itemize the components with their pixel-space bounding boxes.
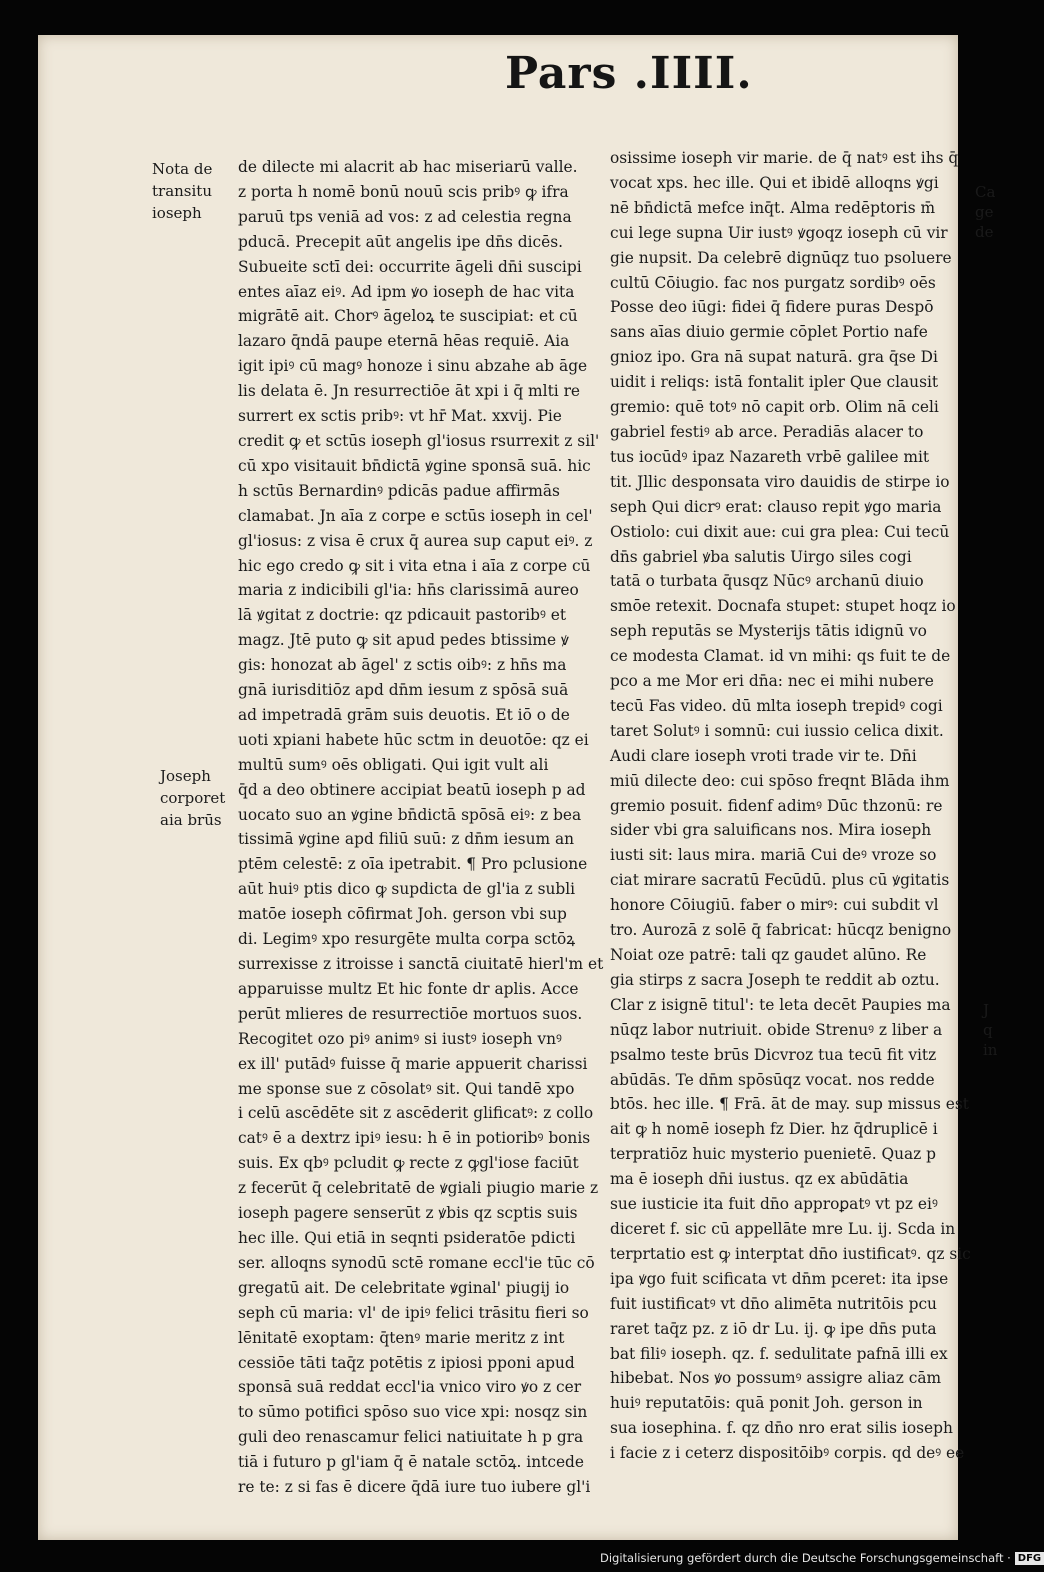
- text-line: Posse deo iūgi: fidei q̄ fidere puras Despō: [610, 298, 934, 317]
- text-line: ser. alloqns synodū sctē romane eccl'ie tūc cō: [238, 1253, 595, 1272]
- text-line: z fecerūt q̄ celebritatē de ꝟgiali piugio marie z: [238, 1179, 599, 1198]
- margin-note-transitu: [152, 158, 212, 224]
- text-line: i celū ascēdēte sit z ascēderit glificatꝰ: z collo: [238, 1104, 594, 1123]
- text-line: ce modesta Clamat. id vn mihi: qs fuit te de: [610, 647, 951, 666]
- text-line: iusti sit: laus mira. mariā Cui deꝰ vroze so: [610, 846, 937, 865]
- text-line: gis: honozat ab āgel' z sctis oibꝰ: z hn̄s ma: [238, 656, 567, 675]
- text-line: diceret f. sic cū appellāte mre Lu. ij. Scda in: [610, 1219, 956, 1238]
- margin-note-line: ioseph: [152, 204, 202, 222]
- text-line: ciat mirare sacratū Fecūdū. plus cū ꝟgitatis: [610, 871, 950, 890]
- text-line: surrexisse z itroisse i sanctā ciuitatē hierl'm et: [238, 955, 604, 973]
- edge-fragment: [975, 182, 995, 242]
- margin-note-line: Joseph: [160, 767, 211, 785]
- edge-fragment-line: J: [983, 1001, 990, 1019]
- text-line: ptēm celestē: z oīa ipetrabit. ¶ Pro pclusione: [238, 855, 588, 874]
- text-line: psalmo teste brūs Dicvroz tua tecū fit vitz: [610, 1045, 937, 1064]
- text-line: pducā. Precepit aūt angelis ipe dn̄s dicēs.: [238, 232, 564, 251]
- text-line: Noiat oze patrē: tali qz gaudet alūno. Re: [610, 946, 927, 964]
- text-line: terprtatio est ꝙ interptat dn̄o iustificatꝰ. qz sic: [610, 1244, 971, 1263]
- text-line: di. Legimꝰ xpo resurgēte multa corpa sctōꝝ: [238, 930, 576, 949]
- text-line: gia stirps z sacra Joseph te reddit ab oztu.: [610, 970, 940, 989]
- text-line: tro. Aurozā z solē q̄ fabricat: hūcqz benigno: [610, 921, 952, 940]
- text-line: Clar z isignē titul': te leta decēt Paupies ma: [610, 995, 951, 1014]
- text-line: hic ego credo ꝙ sit i vita etna i aīa z corpe cū: [238, 556, 591, 575]
- text-line: huiꝰ reputatōis: quā ponit Joh. gerson in: [610, 1394, 923, 1413]
- text-line: ex ill' putādꝰ fuisse q̄ marie appuerit charissi: [238, 1054, 588, 1073]
- text-line: btōs. hec ille. ¶ Frā. āt de may. sup missus est: [610, 1095, 969, 1114]
- text-line: sue iusticie ita fuit dn̄o approꝑatꝰ vt pz eiꝰ: [610, 1195, 938, 1214]
- text-line: fuit iustificatꝰ vt dn̄o alimēta nutritōis pcu: [610, 1294, 937, 1313]
- text-line: honore Cōiugiū. faber o mirꝰ: cui subdit vl: [610, 896, 939, 915]
- text-line: abūdās. Te dn̄m spōsūqz vocat. nos redde: [610, 1070, 935, 1089]
- text-line: q̄d a deo obtinere accipiat beatū ioseph p ad: [238, 780, 586, 799]
- text-line: hec ille. Qui etiā in seqnti psideratōe pdicti: [238, 1228, 576, 1247]
- text-line: ipa ꝟgo fuit scificata vt dn̄m pceret: ita ipse: [610, 1269, 949, 1288]
- text-line: cessiōe tāti taq̄z potētis z ipiosi pponi apud: [238, 1353, 575, 1372]
- margin-note-line: corporet: [160, 789, 226, 807]
- text-line: aūt huiꝰ ptis dico ꝙ supdicta de gl'ia z subli: [238, 880, 576, 899]
- text-line: tit. Jllic desponsata viro dauidis de stirpe io: [610, 472, 950, 491]
- text-line: nē bn̄dictā mefce inq̄t. Alma redēptoris m̄: [610, 198, 936, 217]
- text-line: sans aīas diuio germie cōplet Portio nafe: [610, 323, 928, 342]
- text-line: lā ꝟgitat z doctrie: qz pdicauit pastoribꝰ et: [238, 606, 567, 625]
- text-line: hibebat. Nos ꝟo possumꝰ assigre aliaz cām: [610, 1369, 942, 1388]
- text-line: taret Solutꝰ i somnū: cui iussio celica dixit.: [610, 721, 944, 740]
- text-line: gremio posuit. fidenf adimꝰ Dūc thzonū: re: [610, 796, 943, 815]
- edge-fragment: [983, 1000, 997, 1060]
- text-line: suis. Ex qbꝰ pcludit ꝙ recte z ꝙgl'iose faciūt: [238, 1154, 579, 1173]
- text-line: sponsā suā reddat eccl'ia vnico viro ꝟo z cer: [238, 1378, 582, 1397]
- text-line: gnioz ipo. Gra nā supat naturā. gra q̄se Di: [610, 348, 938, 367]
- dfg-logo: DFG: [1015, 1552, 1044, 1565]
- text-line: lēnitatē exoptam: q̄tenꝰ marie meritz z int: [238, 1328, 565, 1347]
- text-line: magz. Jtē puto ꝙ sit apud pedes btissime ꝟ: [238, 631, 569, 650]
- text-line: miū dilecte deo: cui spōso freqnt Blāda ihm: [610, 771, 950, 790]
- text-line: gl'iosus: z visa ē crux q̄ aurea sup caput eiꝰ. z: [238, 531, 593, 550]
- text-line: entes aīaz eiꝰ. Ad ipm ꝟo ioseph de hac vita: [238, 282, 575, 301]
- text-line: Subueite sctī dei: occurrite āgeli dn̄i suscipi: [238, 257, 582, 276]
- text-line: smōe retexit. Docnafa stupet: stupet hoqz io: [610, 597, 956, 616]
- text-line: gnā iurisditiōz apd dn̄m iesum z spōsā suā: [238, 681, 569, 700]
- text-line: tissimā ꝟgine apd filiū suū: z dn̄m iesum an: [238, 830, 575, 849]
- text-line: terpratiōz huic mysterio puenietē. Quaz p: [610, 1145, 937, 1164]
- text-line: gregatū ait. De celebritate ꝟginal' piugij io: [238, 1278, 570, 1297]
- text-line: vocat xps. hec ille. Qui et ibidē alloqns ꝟgi: [610, 173, 939, 192]
- text-line: migrātē ait. Chorꝰ āgeloꝝ te suscipiat: et cū: [238, 307, 578, 326]
- text-line: cui lege supna Uir iustꝰ ꝟgoqz ioseph cū vir: [610, 223, 948, 242]
- text-line: dn̄s gabriel ꝟba salutis Uirgo siles cogi: [610, 547, 912, 566]
- text-line: me sponse sue z cōsolatꝰ sit. Qui tandē xpo: [238, 1079, 575, 1098]
- text-line: Recogitet ozo piꝰ animꝰ si iustꝰ ioseph vnꝰ: [238, 1029, 562, 1048]
- text-line: gie nupsit. Da celebrē dignūqz tuo psoluere: [610, 248, 952, 267]
- text-line: gremio: quē totꝰ nō capit orb. Olim nā celi: [610, 398, 939, 417]
- text-line: gabriel festiꝰ ab arce. Peradiās alacer to: [610, 422, 924, 441]
- text-line: z porta h nomē bonū nouū scis pribꝰ ꝙ ifra: [238, 182, 569, 201]
- edge-fragment-line: ge: [975, 203, 994, 221]
- margin-note-corpore: [160, 765, 225, 831]
- text-line: maria z indicibili gl'ia: hn̄s clarissimā aureo: [238, 581, 579, 600]
- text-column-left: [238, 155, 604, 1497]
- text-line: de dilecte mi alacrit ab hac miseriarū valle.: [238, 158, 578, 176]
- text-line: uidit i reliqs: istā fontalit ipler Que clausit: [610, 373, 939, 392]
- text-line: lazaro q̄ndā paupe eternā hēas requiē. Aia: [238, 332, 570, 351]
- text-line: perūt mlieres de resurrectiōe mortuos suos.: [238, 1004, 583, 1023]
- text-line: apparuisse multz Et hic fonte dr aplis. Acce: [238, 979, 579, 998]
- text-line: pco a me Mor eri dn̄a: nec ei mihi nubere: [610, 672, 934, 691]
- margin-note-line: aia brūs: [160, 811, 222, 829]
- text-line: tatā o turbata q̄usqz Nūcꝰ archanū diuio: [610, 572, 924, 591]
- text-line: ait ꝙ h nomē ioseph fz Dier. hz q̄druplicē i: [610, 1120, 938, 1139]
- text-line: catꝰ ē a dextrz ipiꝰ iesu: h ē in potioribꝰ bonis: [238, 1129, 591, 1148]
- text-line: to sūmo potifici spōso suo vice xpi: nosqz sin: [238, 1403, 588, 1422]
- text-line: i facie z i ceterz dispositōibꝰ corpis. qd deꝰ ee: [610, 1444, 965, 1463]
- page-header: Pars .IIII.: [505, 48, 753, 99]
- text-line: tiā i futuro p gl'iam q̄ ē natale sctōꝝ. intcede: [238, 1453, 585, 1472]
- text-line: ad impetradā grām suis deuotis. Et iō o de: [238, 705, 570, 724]
- text-line: credit ꝙ et sctūs ioseph gl'iosus rsurrexit z sil': [238, 431, 600, 450]
- text-line: tus iocūdꝰ ipaz Nazareth vrbē galilee mit: [610, 447, 930, 466]
- text-line: osissime ioseph vir marie. de q̄ natꝰ est ihs q̄: [610, 149, 959, 167]
- text-line: tecū Fas video. dū mlta ioseph trepidꝰ cogi: [610, 696, 943, 715]
- text-line: raret taq̄z pz. z iō dr Lu. ij. ꝙ ipe dn̄s puta: [610, 1319, 937, 1338]
- edge-fragment-line: Ca: [975, 183, 996, 201]
- text-line: cultū Cōiugio. fac nos purgatz sordibꝰ oēs: [610, 273, 936, 292]
- text-line: ma ē ioseph dn̄i iustus. qz ex abūdātia: [610, 1170, 909, 1189]
- text-line: Ostiolo: cui dixit aue: cui gra plea: Cui tecū: [610, 522, 950, 541]
- text-line: nūqz labor nutriuit. obide Strenuꝰ z liber a: [610, 1020, 943, 1039]
- text-line: matōe ioseph cōfirmat Joh. gerson vbi sup: [238, 905, 567, 924]
- text-line: seph cū maria: vl' de ipiꝰ felici trāsitu fieri so: [238, 1303, 589, 1322]
- text-line: bat filiꝰ ioseph. qz. f. sedulitate pafnā illi ex: [610, 1344, 948, 1363]
- margin-note-line: transitu: [152, 182, 212, 200]
- text-line: uoti xpiani habete hūc sctm in deuotōe: qz ei: [238, 730, 589, 749]
- footer-text: Digitalisierung gefördert durch die Deutsche Forschungsgemeinschaft ·: [600, 1551, 1011, 1565]
- margin-note-line: Nota de: [152, 160, 213, 178]
- text-line: sider vbi gra saluificans nos. Mira ioseph: [610, 821, 932, 840]
- edge-fragment-line: in: [983, 1041, 998, 1059]
- text-line: re te: z si fas ē dicere q̄dā iure tuo iubere gl'i: [238, 1478, 591, 1497]
- text-line: sua iosephina. f. qz dn̄o nro erat silis ioseph: [610, 1419, 953, 1438]
- text-line: uocato suo an ꝟgine bn̄dictā spōsā eiꝰ: z bea: [238, 805, 582, 824]
- text-line: surrert ex sctis pribꝰ: vt hr̄ Mat. xxvij. Pie: [238, 407, 562, 426]
- text-line: clamabat. Jn aīa z corpe e sctūs ioseph in cel': [238, 506, 593, 525]
- text-line: lis delata ē. Jn resurrectiōe āt xpi i q̄ mlti re: [238, 382, 581, 401]
- text-line: guli deo renascamur felici natiuitate h p gra: [238, 1428, 584, 1447]
- text-line: igit ipiꝰ cū magꝰ honoze i sinu abzahe ab āge: [238, 357, 588, 376]
- text-line: multū sumꝰ oēs obligati. Qui igit vult ali: [238, 755, 549, 774]
- edge-fragment-line: de: [975, 223, 994, 241]
- digitization-footer: [600, 1551, 1044, 1565]
- text-line: cū xpo visitauit bn̄dictā ꝟgine sponsā suā. hic: [238, 456, 591, 475]
- text-line: h sctūs Bernardinꝰ pdicās padue affirmās: [238, 481, 560, 500]
- text-line: Audi clare ioseph vroti trade vir te. Dn̄i: [610, 746, 917, 765]
- text-line: seph Qui dicrꝰ erat: clauso repit ꝟgo maria: [610, 497, 942, 516]
- text-line: seph reputās se Mysterijs tātis idignū vo: [610, 622, 927, 641]
- text-line: paruū tps veniā ad vos: z ad celestia regna: [238, 207, 572, 226]
- edge-fragment-line: q: [983, 1021, 993, 1039]
- text-line: ioseph pagere senserūt z ꝟbis qz scptis suis: [238, 1204, 578, 1223]
- text-column-right: [610, 146, 971, 1463]
